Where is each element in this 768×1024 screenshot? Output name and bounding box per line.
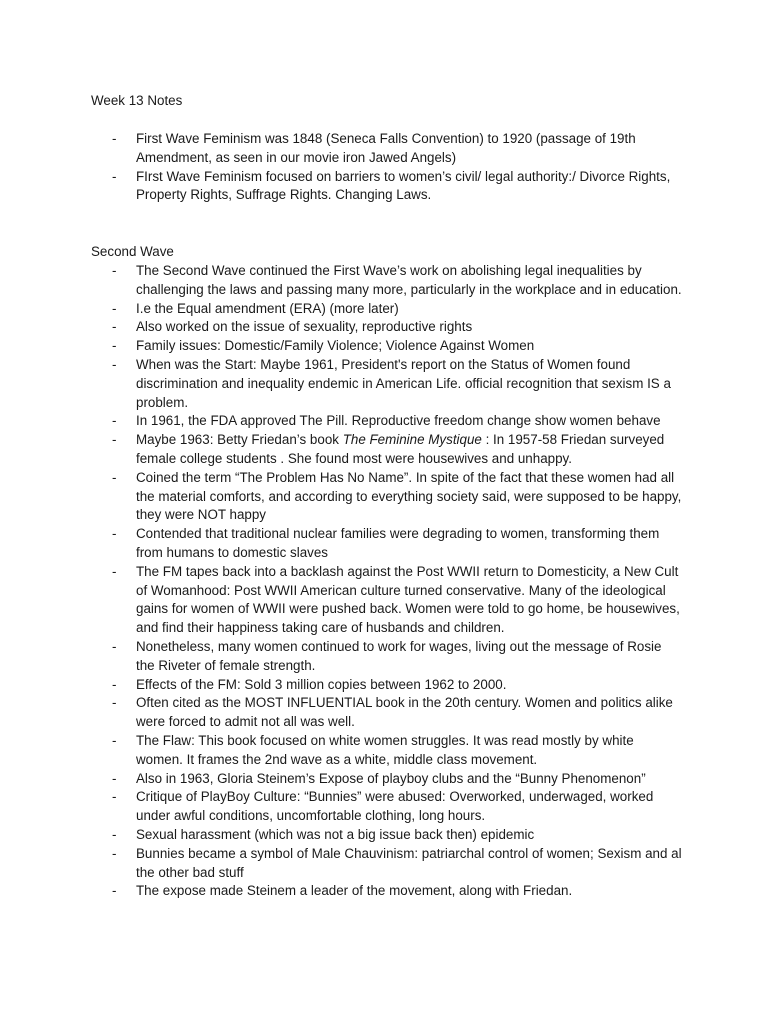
- list-item: [112, 431, 682, 469]
- list-item-text: When was the Start: Maybe 1961, President's report on the Status of Women found discrimination and inequality endemic in American Life. official recognition that sexism IS a problem.: [136, 356, 671, 410]
- list-item-text: Sexual harassment (which was not a big issue back then) epidemic: [136, 826, 535, 842]
- list-item-text: FIrst Wave Feminism focused on barriers to women’s civil/ legal authority:/ Divorce Rights, Property Rights, Suffrage Rights. Changing Laws.: [136, 168, 671, 203]
- list-item-text: The FM tapes back into a backlash against the Post WWII return to Domesticity, a New Cult of Womanhood: Post WWII American culture turned conservative. Many of the ideological gains for women of WWII were pushed back. Women were told to go home, be housewives, and find their happiness taking care of husbands and children.: [136, 563, 680, 636]
- list-item: [112, 168, 682, 206]
- list-item: [112, 469, 682, 525]
- list-item-text-pre: Maybe 1963: Betty Friedan’s book: [136, 432, 343, 448]
- list-item-text: Also worked on the issue of sexuality, reproductive rights: [136, 319, 473, 335]
- list-item-text: Family issues: Domestic/Family Violence; Violence Against Women: [136, 338, 535, 354]
- book-title: The Feminine Mystique: [342, 432, 482, 448]
- list-item-text: Nonetheless, many women continued to work for wages, living out the message of Rosie the Riveter of female strength.: [136, 638, 662, 673]
- bullet-dash: -: [112, 263, 117, 278]
- list-item-text: Also in 1963, Gloria Steinem’s Expose of playboy clubs and the “Bunny Phenomenon”: [136, 770, 646, 786]
- bullet-dash: -: [112, 432, 117, 448]
- list-item-text: Critique of PlayBoy Culture: “Bunnies” were abused: Overworked, underwaged, worked under awful conditions, uncomfortable clothing, long hours.: [136, 789, 654, 824]
- list-item: [112, 262, 682, 300]
- bullet-dash: -: [112, 338, 117, 354]
- list-item: [112, 882, 682, 901]
- bullet-dash: -: [112, 319, 117, 335]
- list-item: [112, 563, 682, 638]
- list-item: [112, 788, 682, 826]
- list-item-text: First Wave Feminism was 1848 (Seneca Falls Convention) to 1920 (passage of 19th Amendment, as seen in our movie iron Jawed Angels): [136, 131, 636, 165]
- list-item-text: Contended that traditional nuclear families were degrading to women, transforming them from humans to domestic slaves: [136, 526, 660, 560]
- list-item: [112, 300, 682, 319]
- bullet-dash: -: [112, 789, 117, 805]
- list-item: [112, 412, 682, 431]
- bullet-dash: -: [112, 300, 117, 316]
- list-item: [112, 337, 682, 356]
- bullet-dash: -: [112, 413, 117, 429]
- list-item-text: Often cited as the MOST INFLUENTIAL book in the 20th century. Women and politics alike were forced to admit not all was well.: [136, 695, 673, 730]
- list-item-text: In 1961, the FDA approved The Pill. Reproductive freedom change show women behave: [136, 413, 661, 429]
- section-heading: Second Wave: [91, 244, 174, 259]
- bullet-dash: -: [112, 356, 117, 372]
- bullet-dash: -: [112, 826, 117, 842]
- bullet-dash: -: [112, 638, 117, 654]
- list-item: [112, 525, 682, 563]
- list-item-text-post: : In 1957-58 Friedan surveyed female college students . She found most were housewives and unhappy.: [136, 432, 665, 466]
- list-item-text: Bunnies became a symbol of Male Chauvinism: patriarchal control of women; Sexism and al the other bad stuff: [136, 845, 682, 880]
- bullet-dash: -: [112, 563, 117, 579]
- bullet-dash: -: [112, 526, 117, 542]
- list-item: [112, 845, 682, 883]
- second-wave-list: [112, 262, 682, 901]
- list-item: [112, 130, 682, 168]
- list-item-text: I.e the Equal amendment (ERA) (more later): [136, 300, 399, 316]
- bullet-dash: -: [112, 676, 117, 692]
- list-item: [112, 356, 682, 412]
- list-item-text: Coined the term “The Problem Has No Name”. In spite of the fact that these women had all the material comforts, and according to everything society said, were supposed to be happy, they were NOT happy: [136, 469, 682, 523]
- bullet-dash: -: [112, 845, 117, 861]
- bullet-dash: -: [112, 883, 117, 899]
- list-item: [112, 638, 682, 676]
- page-title: Week 13 Notes: [91, 93, 183, 108]
- bullet-dash: -: [112, 732, 117, 748]
- list-item: [112, 676, 682, 695]
- list-item: [112, 770, 682, 789]
- list-item: [112, 318, 682, 337]
- bullet-dash: -: [112, 695, 117, 711]
- bullet-dash: -: [112, 168, 117, 184]
- list-item: [112, 826, 682, 845]
- bullet-dash: -: [112, 469, 117, 485]
- first-wave-list: [112, 130, 682, 205]
- bullet-dash: -: [112, 770, 117, 786]
- list-item-text: The Second Wave continued the First Wave’s work on abolishing legal inequalities by challenging the laws and passing many more, particularly in the workplace and in education.: [136, 263, 682, 297]
- list-item-text: The expose made Steinem a leader of the movement, along with Friedan.: [136, 883, 573, 899]
- list-item-text: Effects of the FM: Sold 3 million copies between 1962 to 2000.: [136, 676, 507, 692]
- bullet-dash: -: [112, 131, 117, 146]
- list-item-text: The Flaw: This book focused on white women struggles. It was read mostly by white women. It frames the 2nd wave as a white, middle class movement.: [136, 732, 634, 767]
- list-item: [112, 694, 682, 732]
- list-item: [112, 732, 682, 770]
